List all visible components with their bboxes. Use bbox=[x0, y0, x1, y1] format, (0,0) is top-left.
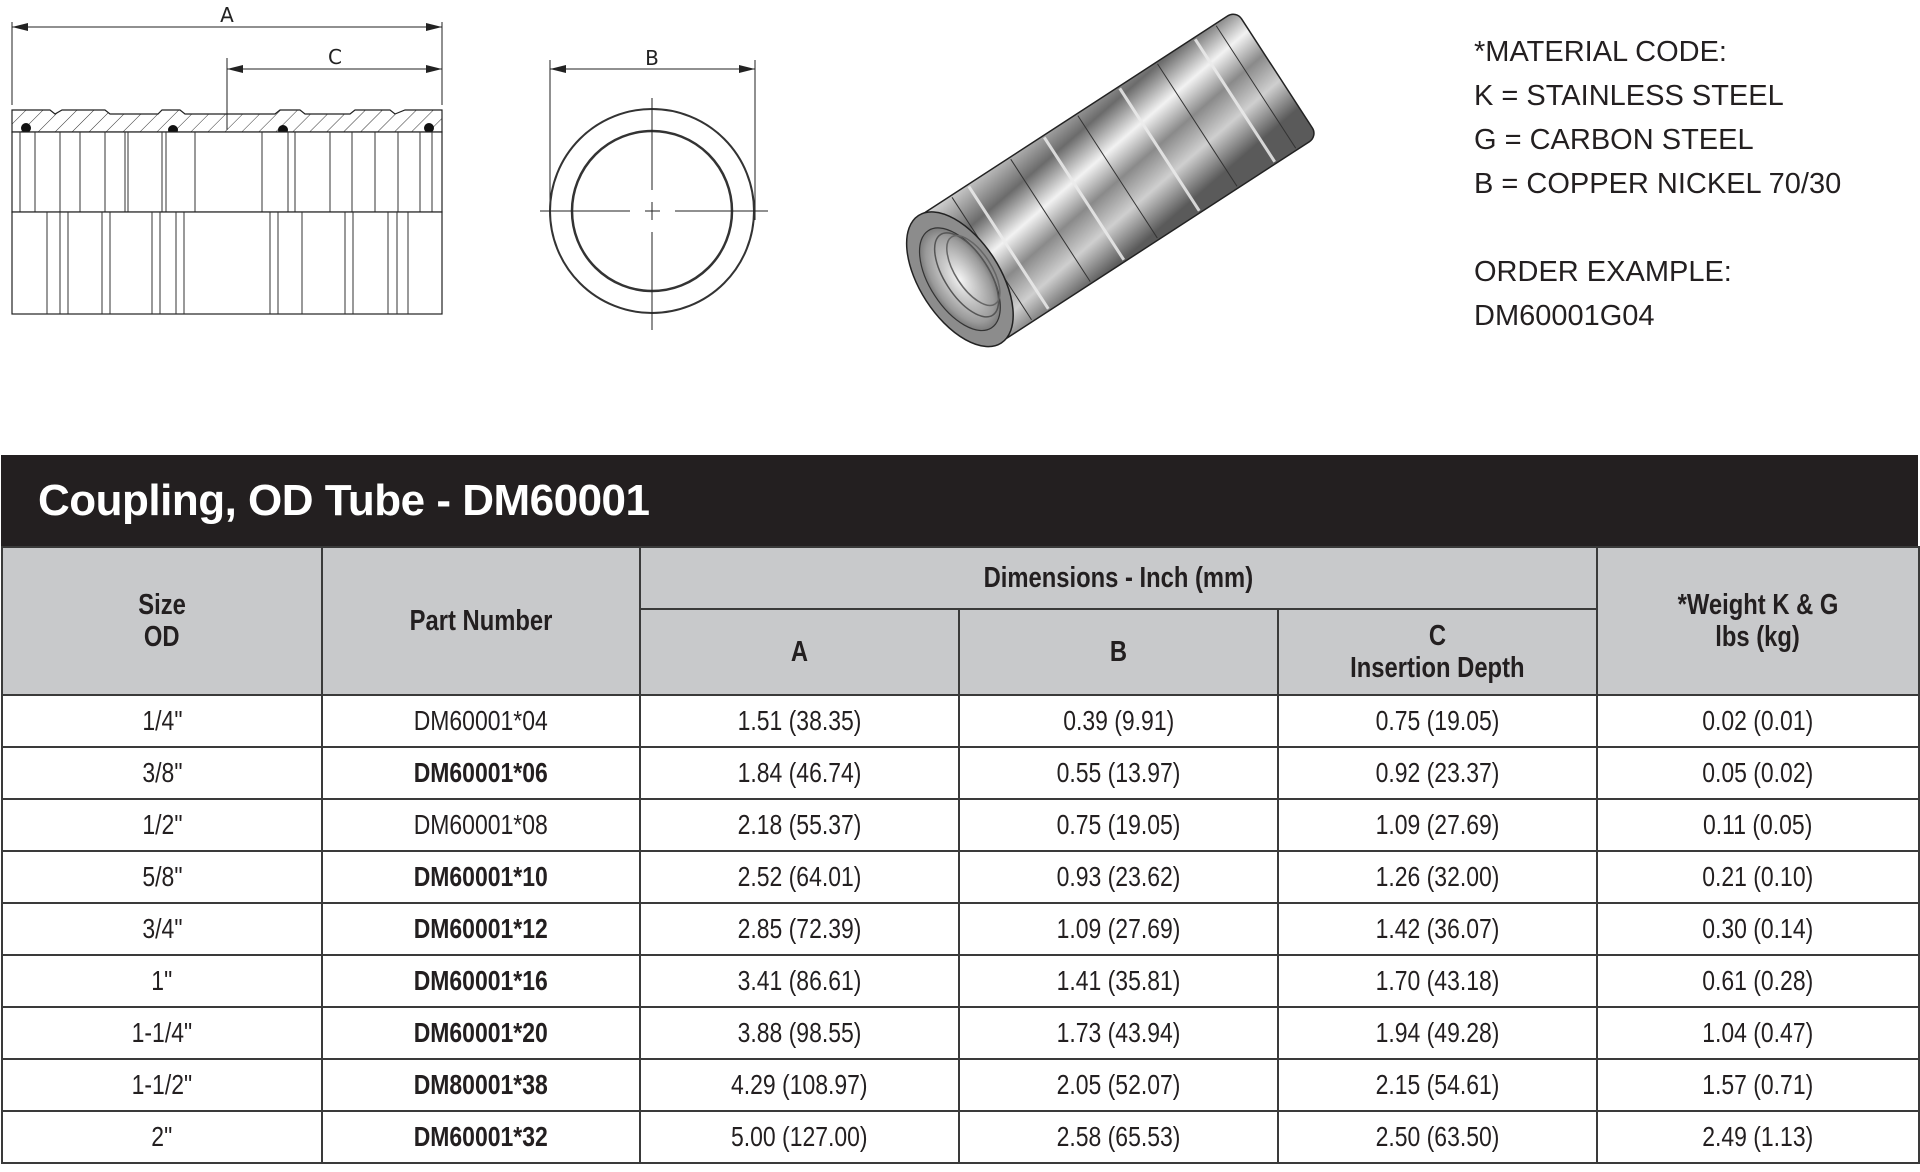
side-section-drawing bbox=[0, 0, 460, 340]
cell-dim-a: 1.84 (46.74) bbox=[640, 747, 959, 799]
cell-dim-a: 2.85 (72.39) bbox=[640, 903, 959, 955]
cell-dim-a: 3.41 (86.61) bbox=[640, 955, 959, 1007]
cell-dim-c: 1.09 (27.69) bbox=[1278, 799, 1597, 851]
table-title-bar bbox=[1, 455, 1918, 546]
cell-dim-b: 0.93 (23.62) bbox=[959, 851, 1278, 903]
cell-dim-b: 2.05 (52.07) bbox=[959, 1059, 1278, 1111]
cell-weight: 0.21 (0.10) bbox=[1597, 851, 1919, 903]
cell-size: 1/4" bbox=[2, 695, 322, 747]
cell-weight: 0.11 (0.05) bbox=[1597, 799, 1919, 851]
material-code-k: K = STAINLESS STEEL bbox=[1474, 80, 1784, 112]
cell-part-number: DM60001*32 bbox=[322, 1111, 640, 1163]
end-view-drawing bbox=[530, 30, 780, 360]
table-row bbox=[2, 955, 1919, 1007]
header-weight: *Weight K & G lbs (kg) bbox=[1597, 547, 1919, 695]
cell-part-number: DM60001*12 bbox=[322, 903, 640, 955]
table-row bbox=[2, 1059, 1919, 1111]
header-size-od: Size OD bbox=[2, 547, 322, 695]
cell-dim-c: 1.70 (43.18) bbox=[1278, 955, 1597, 1007]
cell-dim-a: 2.18 (55.37) bbox=[640, 799, 959, 851]
cell-part-number: DM60001*04 bbox=[322, 695, 640, 747]
cell-size: 1-1/4" bbox=[2, 1007, 322, 1059]
table-row bbox=[2, 695, 1919, 747]
cell-dim-c: 0.92 (23.37) bbox=[1278, 747, 1597, 799]
coupling-3d-render bbox=[870, 0, 1340, 370]
table-row bbox=[2, 799, 1919, 851]
cell-dim-a: 2.52 (64.01) bbox=[640, 851, 959, 903]
cell-dim-c: 1.42 (36.07) bbox=[1278, 903, 1597, 955]
order-example-heading: ORDER EXAMPLE: bbox=[1474, 256, 1732, 288]
cell-size: 5/8" bbox=[2, 851, 322, 903]
cell-weight: 0.02 (0.01) bbox=[1597, 695, 1919, 747]
cell-size: 1-1/2" bbox=[2, 1059, 322, 1111]
cell-size: 1/2" bbox=[2, 799, 322, 851]
header-dim-a: A bbox=[640, 609, 959, 695]
cell-part-number: DM60001*06 bbox=[322, 747, 640, 799]
cell-weight: 0.05 (0.02) bbox=[1597, 747, 1919, 799]
cell-dim-c: 1.26 (32.00) bbox=[1278, 851, 1597, 903]
table-row bbox=[2, 1007, 1919, 1059]
cell-dim-c: 1.94 (49.28) bbox=[1278, 1007, 1597, 1059]
cell-dim-c: 0.75 (19.05) bbox=[1278, 695, 1597, 747]
cell-weight: 1.57 (0.71) bbox=[1597, 1059, 1919, 1111]
cell-size: 3/8" bbox=[2, 747, 322, 799]
cell-dim-b: 1.41 (35.81) bbox=[959, 955, 1278, 1007]
spec-table bbox=[1, 546, 1920, 1164]
header-dim-c: C Insertion Depth bbox=[1278, 609, 1597, 695]
cell-dim-c: 2.50 (63.50) bbox=[1278, 1111, 1597, 1163]
cell-dim-a: 1.51 (38.35) bbox=[640, 695, 959, 747]
header-dimensions: Dimensions - Inch (mm) bbox=[640, 547, 1597, 609]
table-row bbox=[2, 747, 1919, 799]
dim-a-label: A bbox=[220, 3, 234, 27]
cell-part-number: DM60001*08 bbox=[322, 799, 640, 851]
cell-dim-b: 1.73 (43.94) bbox=[959, 1007, 1278, 1059]
cell-size: 3/4" bbox=[2, 903, 322, 955]
cell-dim-b: 0.39 (9.91) bbox=[959, 695, 1278, 747]
material-code-notes bbox=[1474, 30, 1841, 338]
table-row bbox=[2, 903, 1919, 955]
table-row bbox=[2, 1111, 1919, 1163]
cell-part-number: DM60001*10 bbox=[322, 851, 640, 903]
cell-part-number: DM60001*16 bbox=[322, 955, 640, 1007]
table-row bbox=[2, 851, 1919, 903]
cell-part-number: DM60001*20 bbox=[322, 1007, 640, 1059]
cell-size: 1" bbox=[2, 955, 322, 1007]
material-code-g: G = CARBON STEEL bbox=[1474, 124, 1754, 156]
cell-weight: 1.04 (0.47) bbox=[1597, 1007, 1919, 1059]
dim-b-label: B bbox=[645, 46, 659, 70]
cell-dim-b: 1.09 (27.69) bbox=[959, 903, 1278, 955]
cell-dim-c: 2.15 (54.61) bbox=[1278, 1059, 1597, 1111]
material-code-b: B = COPPER NICKEL 70/30 bbox=[1474, 168, 1842, 200]
cell-dim-a: 4.29 (108.97) bbox=[640, 1059, 959, 1111]
cell-dim-b: 0.55 (13.97) bbox=[959, 747, 1278, 799]
table-title: Coupling, OD Tube - DM60001 bbox=[38, 475, 650, 525]
dim-c-label: C bbox=[328, 45, 342, 69]
cell-dim-a: 3.88 (98.55) bbox=[640, 1007, 959, 1059]
cell-dim-b: 0.75 (19.05) bbox=[959, 799, 1278, 851]
cell-weight: 2.49 (1.13) bbox=[1597, 1111, 1919, 1163]
order-example-value: DM60001G04 bbox=[1474, 300, 1655, 332]
cell-weight: 0.61 (0.28) bbox=[1597, 955, 1919, 1007]
cell-size: 2" bbox=[2, 1111, 322, 1163]
material-code-heading: *MATERIAL CODE: bbox=[1474, 36, 1727, 68]
cell-part-number: DM80001*38 bbox=[322, 1059, 640, 1111]
header-dim-b: B bbox=[959, 609, 1278, 695]
cell-dim-b: 2.58 (65.53) bbox=[959, 1111, 1278, 1163]
cell-dim-a: 5.00 (127.00) bbox=[640, 1111, 959, 1163]
cell-weight: 0.30 (0.14) bbox=[1597, 903, 1919, 955]
header-part-number: Part Number bbox=[322, 547, 640, 695]
spec-table-section bbox=[1, 455, 1918, 1164]
